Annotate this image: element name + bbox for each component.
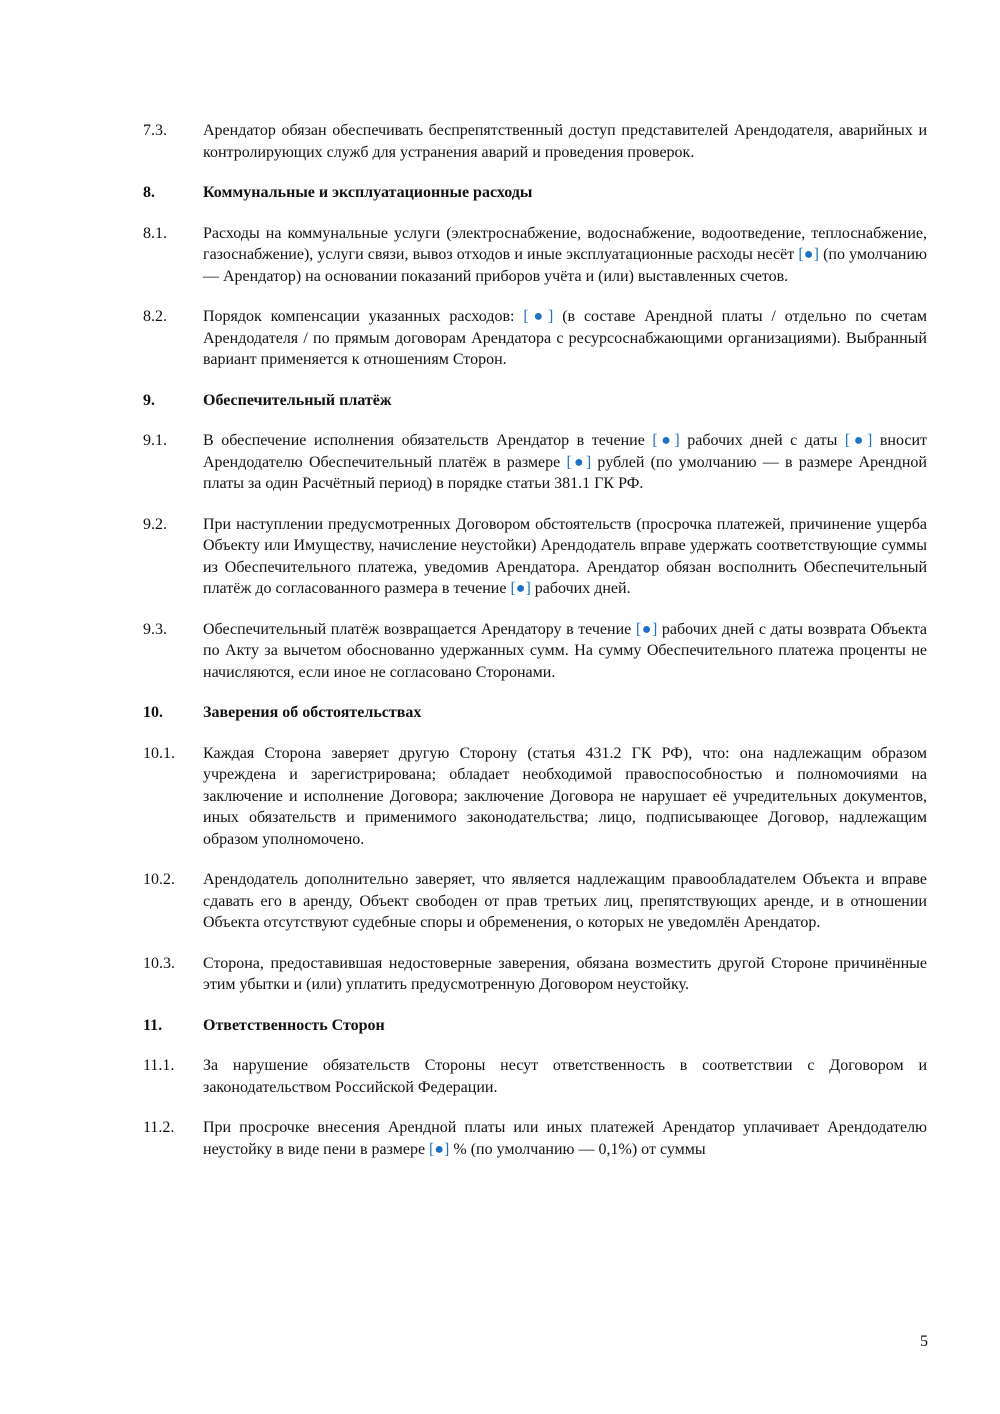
clause-text xyxy=(203,306,927,371)
placeholder-field: [●] xyxy=(523,308,554,325)
clause-text xyxy=(203,1117,927,1160)
placeholder-field: [●] xyxy=(510,580,531,597)
clause-item xyxy=(143,1117,927,1160)
section-title xyxy=(203,1015,927,1037)
clause-item xyxy=(143,514,927,600)
text-segment: Заверения об обстоятельствах xyxy=(203,704,422,721)
clause-item xyxy=(143,306,927,371)
clause-text xyxy=(203,869,927,934)
clause-item xyxy=(143,743,927,851)
text-segment: При наступлении предусмотренных Договором обстоятельств (просрочка платежей, причинение ущерба Объекту или Имуществу, начисление неустойки) Арендодатель вправе удержать соответствующие суммы из Обеспечительного платежа, уведомив Арендатора. Арендатор обязан восполнить Обеспечительный платёж до согласованного размера в течение xyxy=(203,515,927,597)
text-segment: Арендодатель дополнительно заверяет, что является надлежащим правообладателем Объекта и вправе сдавать его в аренду, Объект свободен от прав третьих лиц, препятствующих аренде, и в отношении Объекта отсутствуют судебные споры и обременения, о которых не уведомлён Арендатор. xyxy=(203,871,927,931)
text-segment: рабочих дней с даты возврата Объекта по Акту за вычетом обоснованно удержанных сумм. На сумму Обеспечительного платежа проценты не начисляются, если иное не согласовано Сторонами. xyxy=(203,620,928,681)
clause-number: 10.3. xyxy=(143,954,175,972)
clause-text xyxy=(203,1055,927,1098)
section-heading xyxy=(143,1015,927,1037)
clause-number: 8.2. xyxy=(143,308,167,325)
text-segment: Расходы на коммунальные услуги (электроснабжение, водоснабжение, водоотведение, теплоснабжение, газоснабжение), услуги связи, вывоз отходов и иные эксплуатационные расходы несёт xyxy=(203,224,927,263)
text-segment: % (по умолчанию — 0,1%) от суммы xyxy=(449,1140,706,1158)
text-segment: Коммунальные и эксплуатационные расходы xyxy=(203,184,533,201)
text-segment: (в составе Арендной платы / отдельно по счетам Арендодателя / по прямым договорам Арендатора с ресурсоснабжающими организациями). Выбранный вариант применяется к отношениям Сторон. xyxy=(203,308,927,368)
text-segment: рабочих дней. xyxy=(530,580,631,597)
section-title xyxy=(203,702,927,724)
placeholder-field: [●] xyxy=(844,432,873,449)
clause-item xyxy=(143,869,927,934)
text-segment: Сторона, предоставившая недостоверные заверения, обязана возместить другой Стороне причинённые этим убытки и (или) уплатить предусмотренную Договором неустойку. xyxy=(203,954,927,993)
clause-number: 9.2. xyxy=(143,515,167,533)
clause-number: 9.1. xyxy=(143,432,167,449)
text-segment: За нарушение обязательств Стороны несут ответственность в соответствии с Договором и законодательством Российской Федерации. xyxy=(203,1057,927,1096)
clause-text xyxy=(203,619,927,684)
section-heading xyxy=(143,182,927,204)
clause-number: 11.1. xyxy=(143,1057,175,1074)
section-heading xyxy=(143,390,927,412)
text-segment: Каждая Сторона заверяет другую Сторону (статья 431.2 ГК РФ), что: она надлежащим образом учреждена и зарегистрирована; обладает необходимой правоспособностью и полномочиями на заключение и исполнение Договора; заключение Договора не нарушает её учредительных документов, иных обязательств и применимого законодательства; лицо, подписывающее Договор, надлежащим образом уполномочено. xyxy=(203,744,927,848)
clause-item xyxy=(143,430,927,495)
section-number: 8. xyxy=(143,184,155,201)
section-number: 10. xyxy=(143,704,163,721)
clause-number: 10.2. xyxy=(143,871,175,888)
text-segment: Обеспечительный платёж xyxy=(203,391,392,409)
placeholder-field: [●] xyxy=(429,1140,450,1158)
placeholder-field: [●] xyxy=(566,453,592,471)
section-title xyxy=(203,390,927,412)
placeholder-field: [●] xyxy=(798,246,819,263)
clause-text xyxy=(203,514,927,600)
section-number: 9. xyxy=(143,391,155,409)
text-segment: Ответственность Сторон xyxy=(203,1016,385,1034)
text-segment: В обеспечение исполнения обязательств Арендатор в течение xyxy=(203,432,653,449)
page-number: 5 xyxy=(920,1333,928,1350)
clause-number: 7.3. xyxy=(143,122,167,139)
clause-item xyxy=(143,619,927,684)
clause-text xyxy=(203,953,927,996)
document-body xyxy=(143,120,927,1179)
clause-item xyxy=(143,1055,927,1098)
text-segment: Порядок компенсации указанных расходов: xyxy=(203,308,524,325)
text-segment: (по умолчанию — Арендатор) на основании показаний приборов учёта и (или) выставленных счетов. xyxy=(203,246,928,285)
text-segment: рабочих дней с даты xyxy=(679,432,845,449)
clause-item xyxy=(143,953,927,996)
clause-text xyxy=(203,120,927,163)
clause-number: 10.1. xyxy=(143,744,175,762)
text-segment: Арендатор обязан обеспечивать беспрепятственный доступ представителей Арендодателя, аварийных и контролирующих служб для устранения аварий и проведения проверок. xyxy=(203,122,927,161)
clause-item xyxy=(143,120,927,163)
clause-number: 9.3. xyxy=(143,620,167,638)
clause-number: 8.1. xyxy=(143,224,167,242)
placeholder-field: [●] xyxy=(652,432,680,449)
text-segment: вносит Арендодателю Обеспечительный платёж в размере xyxy=(203,432,928,471)
clause-number: 11.2. xyxy=(143,1119,175,1136)
text-segment: Обеспечительный платёж возвращается Арендатору в течение xyxy=(203,620,636,638)
clause-text xyxy=(203,430,927,495)
section-number: 11. xyxy=(143,1016,163,1034)
section-title xyxy=(203,182,927,204)
clause-text xyxy=(203,223,927,288)
text-segment: При просрочке внесения Арендной платы или иных платежей Арендатор уплачивает Арендодателю неустойку в виде пени в размере xyxy=(203,1119,927,1158)
placeholder-field: [●] xyxy=(635,620,658,638)
section-heading xyxy=(143,702,927,724)
text-segment: рублей (по умолчанию — в размере Арендной платы за один Расчётный период) в порядке статьи 381.1 ГК РФ. xyxy=(203,453,927,492)
clause-text xyxy=(203,743,927,851)
clause-item xyxy=(143,223,927,288)
